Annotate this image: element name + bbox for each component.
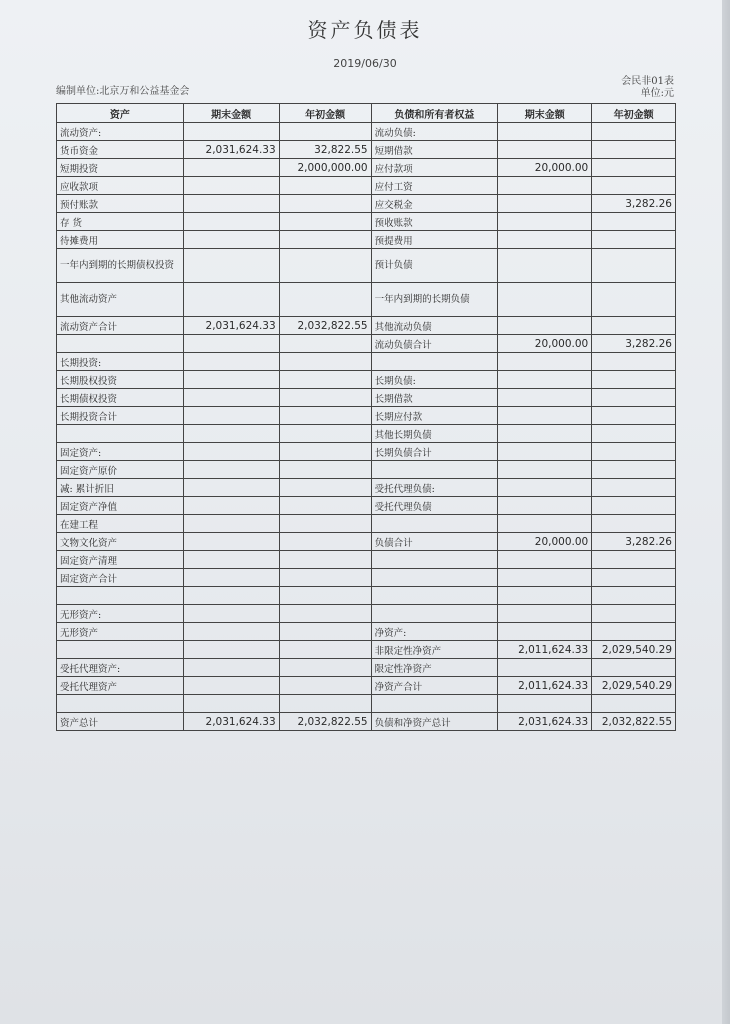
liability-item-cell: 受托代理负债: [371, 497, 498, 515]
asset-item-cell: 长期债权投资: [57, 389, 184, 407]
amount-cell: [279, 623, 371, 641]
amount-cell: [183, 177, 279, 195]
form-number: 会民非01表: [621, 76, 674, 87]
amount-cell: [592, 515, 676, 533]
amount-cell: [498, 353, 592, 371]
asset-item-cell: 文物文化资产: [57, 533, 184, 551]
liability-item-cell: [371, 605, 498, 623]
amount-cell: [183, 569, 279, 587]
amount-cell: [592, 317, 676, 335]
amount-cell: [498, 249, 592, 283]
amount-cell: [498, 569, 592, 587]
asset-item-cell: [57, 425, 184, 443]
document-title: 资产负债表: [307, 18, 423, 42]
amount-cell: [183, 213, 279, 231]
amount-cell: [498, 283, 592, 317]
amount-cell: [498, 425, 592, 443]
amount-cell: [183, 515, 279, 533]
table-row: [57, 371, 676, 389]
liability-item-cell: [371, 695, 498, 713]
asset-item-cell: 固定资产清理: [57, 551, 184, 569]
amount-cell: 2,032,822.55: [279, 317, 371, 335]
amount-cell: 32,822.55: [279, 141, 371, 159]
table-row: [57, 461, 676, 479]
amount-cell: [498, 587, 592, 605]
amount-cell: [498, 195, 592, 213]
liability-item-cell: 应交税金: [371, 195, 498, 213]
table-row: [57, 425, 676, 443]
amount-cell: [592, 283, 676, 317]
amount-cell: [498, 515, 592, 533]
amount-cell: [183, 335, 279, 353]
amount-cell: [279, 677, 371, 695]
table-row: [57, 283, 676, 317]
amount-cell: [592, 177, 676, 195]
amount-cell: 2,031,624.33: [183, 317, 279, 335]
amount-cell: [279, 443, 371, 461]
amount-cell: [498, 479, 592, 497]
table-row: [57, 533, 676, 551]
liability-item-cell: 应付款项: [371, 159, 498, 177]
amount-cell: [183, 659, 279, 677]
amount-cell: [183, 605, 279, 623]
amount-cell: [279, 461, 371, 479]
amount-cell: [279, 371, 371, 389]
asset-item-cell: 待摊费用: [57, 231, 184, 249]
liability-item-cell: 流动负债合计: [371, 335, 498, 353]
liability-item-cell: 净资产合计: [371, 677, 498, 695]
amount-cell: [592, 231, 676, 249]
amount-cell: [498, 497, 592, 515]
liability-item-cell: 非限定性净资产: [371, 641, 498, 659]
amount-cell: 2,031,624.33: [183, 141, 279, 159]
amount-cell: [183, 283, 279, 317]
amount-cell: [279, 641, 371, 659]
liability-item-cell: [371, 461, 498, 479]
amount-cell: [279, 283, 371, 317]
amount-cell: [279, 497, 371, 515]
amount-cell: 3,282.26: [592, 335, 676, 353]
asset-item-cell: 货币资金: [57, 141, 184, 159]
liability-item-cell: [371, 515, 498, 533]
amount-cell: [279, 515, 371, 533]
asset-item-cell: 流动资产合计: [57, 317, 184, 335]
amount-cell: 3,282.26: [592, 195, 676, 213]
amount-cell: [183, 461, 279, 479]
asset-item-cell: 长期投资合计: [57, 407, 184, 425]
amount-cell: [183, 195, 279, 213]
asset-item-cell: 流动资产:: [57, 123, 184, 141]
liability-item-cell: 长期负债合计: [371, 443, 498, 461]
amount-cell: 3,282.26: [592, 533, 676, 551]
amount-cell: 2,031,624.33: [183, 713, 279, 731]
amount-cell: [498, 231, 592, 249]
amount-cell: [279, 213, 371, 231]
table-row: [57, 141, 676, 159]
amount-cell: [183, 159, 279, 177]
amount-cell: 2,032,822.55: [279, 713, 371, 731]
col-header-begin-amount: 年初金额: [279, 104, 371, 123]
liability-item-cell: 负债合计: [371, 533, 498, 551]
asset-item-cell: 受托代理资产:: [57, 659, 184, 677]
amount-cell: [183, 371, 279, 389]
liability-item-cell: 短期借款: [371, 141, 498, 159]
table-row: [57, 177, 676, 195]
liability-item-cell: 限定性净资产: [371, 659, 498, 677]
liability-item-cell: [371, 551, 498, 569]
amount-cell: [279, 695, 371, 713]
amount-cell: [279, 425, 371, 443]
col-header-assets: 资产: [57, 104, 184, 123]
asset-item-cell: [57, 695, 184, 713]
amount-cell: 2,011,624.33: [498, 641, 592, 659]
amount-cell: [279, 177, 371, 195]
liability-item-cell: 其他流动负债: [371, 317, 498, 335]
liability-item-cell: 负债和净资产总计: [371, 713, 498, 731]
table-row: [57, 159, 676, 177]
liability-item-cell: [371, 569, 498, 587]
amount-cell: [279, 587, 371, 605]
amount-cell: [592, 407, 676, 425]
amount-cell: [592, 353, 676, 371]
amount-cell: [498, 141, 592, 159]
amount-cell: [183, 425, 279, 443]
table-row: [57, 677, 676, 695]
amount-cell: [592, 587, 676, 605]
asset-item-cell: 无形资产:: [57, 605, 184, 623]
amount-cell: [592, 159, 676, 177]
amount-cell: [592, 425, 676, 443]
table-row: [57, 335, 676, 353]
liability-item-cell: 预提费用: [371, 231, 498, 249]
table-row: [57, 407, 676, 425]
asset-item-cell: 在建工程: [57, 515, 184, 533]
amount-cell: [498, 695, 592, 713]
amount-cell: [183, 587, 279, 605]
liability-item-cell: [371, 353, 498, 371]
amount-cell: [183, 677, 279, 695]
table-row: [57, 587, 676, 605]
table-row: [57, 389, 676, 407]
page-edge: [722, 0, 730, 1024]
amount-cell: [498, 371, 592, 389]
table-row: [57, 515, 676, 533]
amount-cell: [279, 659, 371, 677]
asset-item-cell: 存 货: [57, 213, 184, 231]
amount-cell: 20,000.00: [498, 533, 592, 551]
amount-cell: [592, 249, 676, 283]
col-header-end-amount: 期末金额: [183, 104, 279, 123]
amount-cell: [592, 659, 676, 677]
amount-cell: 20,000.00: [498, 159, 592, 177]
report-date: 2019/06/30: [333, 57, 397, 70]
amount-cell: [592, 551, 676, 569]
liability-item-cell: 一年内到期的长期负债: [371, 283, 498, 317]
table-header-row: [57, 104, 676, 123]
amount-cell: [592, 443, 676, 461]
liability-item-cell: 预计负债: [371, 249, 498, 283]
asset-item-cell: 资产总计: [57, 713, 184, 731]
liability-item-cell: 流动负债:: [371, 123, 498, 141]
table-row: [57, 443, 676, 461]
asset-item-cell: 固定资产原价: [57, 461, 184, 479]
amount-cell: [183, 231, 279, 249]
amount-cell: [498, 213, 592, 231]
table-row: [57, 713, 676, 731]
amount-cell: [279, 249, 371, 283]
asset-item-cell: 受托代理资产: [57, 677, 184, 695]
table-row: [57, 497, 676, 515]
table-row: [57, 123, 676, 141]
asset-item-cell: 长期股权投资: [57, 371, 184, 389]
amount-cell: [279, 605, 371, 623]
amount-cell: [183, 249, 279, 283]
amount-cell: [183, 641, 279, 659]
asset-item-cell: [57, 335, 184, 353]
col-header-end-amount-2: 期末金额: [498, 104, 592, 123]
table-row: [57, 569, 676, 587]
amount-cell: [183, 551, 279, 569]
amount-cell: 2,029,540.29: [592, 641, 676, 659]
amount-cell: [592, 141, 676, 159]
table-row: [57, 213, 676, 231]
amount-cell: [498, 389, 592, 407]
amount-cell: [592, 389, 676, 407]
amount-cell: [592, 695, 676, 713]
amount-cell: [183, 443, 279, 461]
liability-item-cell: 预收账款: [371, 213, 498, 231]
asset-item-cell: 无形资产: [57, 623, 184, 641]
col-header-liabilities: 负债和所有者权益: [371, 104, 498, 123]
amount-cell: 2,032,822.55: [592, 713, 676, 731]
form-number-block: [621, 76, 674, 100]
amount-cell: [183, 533, 279, 551]
table-row: [57, 195, 676, 213]
amount-cell: [592, 371, 676, 389]
asset-item-cell: 长期投资:: [57, 353, 184, 371]
amount-cell: [279, 389, 371, 407]
amount-cell: [498, 407, 592, 425]
amount-cell: [498, 605, 592, 623]
amount-cell: [183, 479, 279, 497]
liability-item-cell: 长期负债:: [371, 371, 498, 389]
table-row: [57, 695, 676, 713]
amount-cell: [498, 317, 592, 335]
liability-item-cell: 应付工资: [371, 177, 498, 195]
table-row: [57, 353, 676, 371]
balance-sheet-table: [56, 103, 676, 731]
amount-cell: [592, 569, 676, 587]
amount-cell: 2,011,624.33: [498, 677, 592, 695]
amount-cell: [498, 461, 592, 479]
amount-cell: [183, 123, 279, 141]
asset-item-cell: 一年内到期的长期债权投资: [57, 249, 184, 283]
amount-cell: [592, 213, 676, 231]
liability-item-cell: 其他长期负债: [371, 425, 498, 443]
amount-cell: 2,029,540.29: [592, 677, 676, 695]
asset-item-cell: 预付账款: [57, 195, 184, 213]
asset-item-cell: 固定资产合计: [57, 569, 184, 587]
amount-cell: [592, 605, 676, 623]
amount-cell: [592, 461, 676, 479]
amount-cell: [183, 497, 279, 515]
amount-cell: [279, 195, 371, 213]
asset-item-cell: 短期投资: [57, 159, 184, 177]
amount-cell: [279, 407, 371, 425]
amount-cell: [498, 443, 592, 461]
amount-cell: [498, 551, 592, 569]
asset-item-cell: 应收款项: [57, 177, 184, 195]
preparing-unit: 编制单位:北京万和公益基金会: [56, 86, 190, 97]
amount-cell: [183, 407, 279, 425]
table-row: [57, 605, 676, 623]
amount-cell: [498, 623, 592, 641]
table-row: [57, 317, 676, 335]
liability-item-cell: 净资产:: [371, 623, 498, 641]
table-row: [57, 479, 676, 497]
amount-cell: [279, 479, 371, 497]
col-header-begin-amount-2: 年初金额: [592, 104, 676, 123]
asset-item-cell: [57, 641, 184, 659]
amount-cell: [183, 695, 279, 713]
asset-item-cell: 固定资产净值: [57, 497, 184, 515]
currency-unit: 单位:元: [640, 88, 674, 99]
amount-cell: 2,000,000.00: [279, 159, 371, 177]
asset-item-cell: 固定资产:: [57, 443, 184, 461]
amount-cell: 20,000.00: [498, 335, 592, 353]
amount-cell: [183, 623, 279, 641]
table-row: [57, 623, 676, 641]
amount-cell: [498, 123, 592, 141]
amount-cell: [592, 479, 676, 497]
amount-cell: [498, 659, 592, 677]
table-row: [57, 551, 676, 569]
liability-item-cell: 长期应付款: [371, 407, 498, 425]
asset-item-cell: [57, 587, 184, 605]
amount-cell: 2,031,624.33: [498, 713, 592, 731]
amount-cell: [592, 623, 676, 641]
amount-cell: [279, 123, 371, 141]
table-row: [57, 249, 676, 283]
amount-cell: [279, 533, 371, 551]
amount-cell: [279, 231, 371, 249]
liability-item-cell: 受托代理负债:: [371, 479, 498, 497]
asset-item-cell: 减: 累计折旧: [57, 479, 184, 497]
table-row: [57, 641, 676, 659]
table-row: [57, 659, 676, 677]
amount-cell: [279, 569, 371, 587]
amount-cell: [498, 177, 592, 195]
amount-cell: [279, 335, 371, 353]
amount-cell: [592, 123, 676, 141]
amount-cell: [279, 551, 371, 569]
amount-cell: [592, 497, 676, 515]
liability-item-cell: [371, 587, 498, 605]
amount-cell: [183, 389, 279, 407]
amount-cell: [279, 353, 371, 371]
amount-cell: [183, 353, 279, 371]
table-row: [57, 231, 676, 249]
liability-item-cell: 长期借款: [371, 389, 498, 407]
asset-item-cell: 其他流动资产: [57, 283, 184, 317]
